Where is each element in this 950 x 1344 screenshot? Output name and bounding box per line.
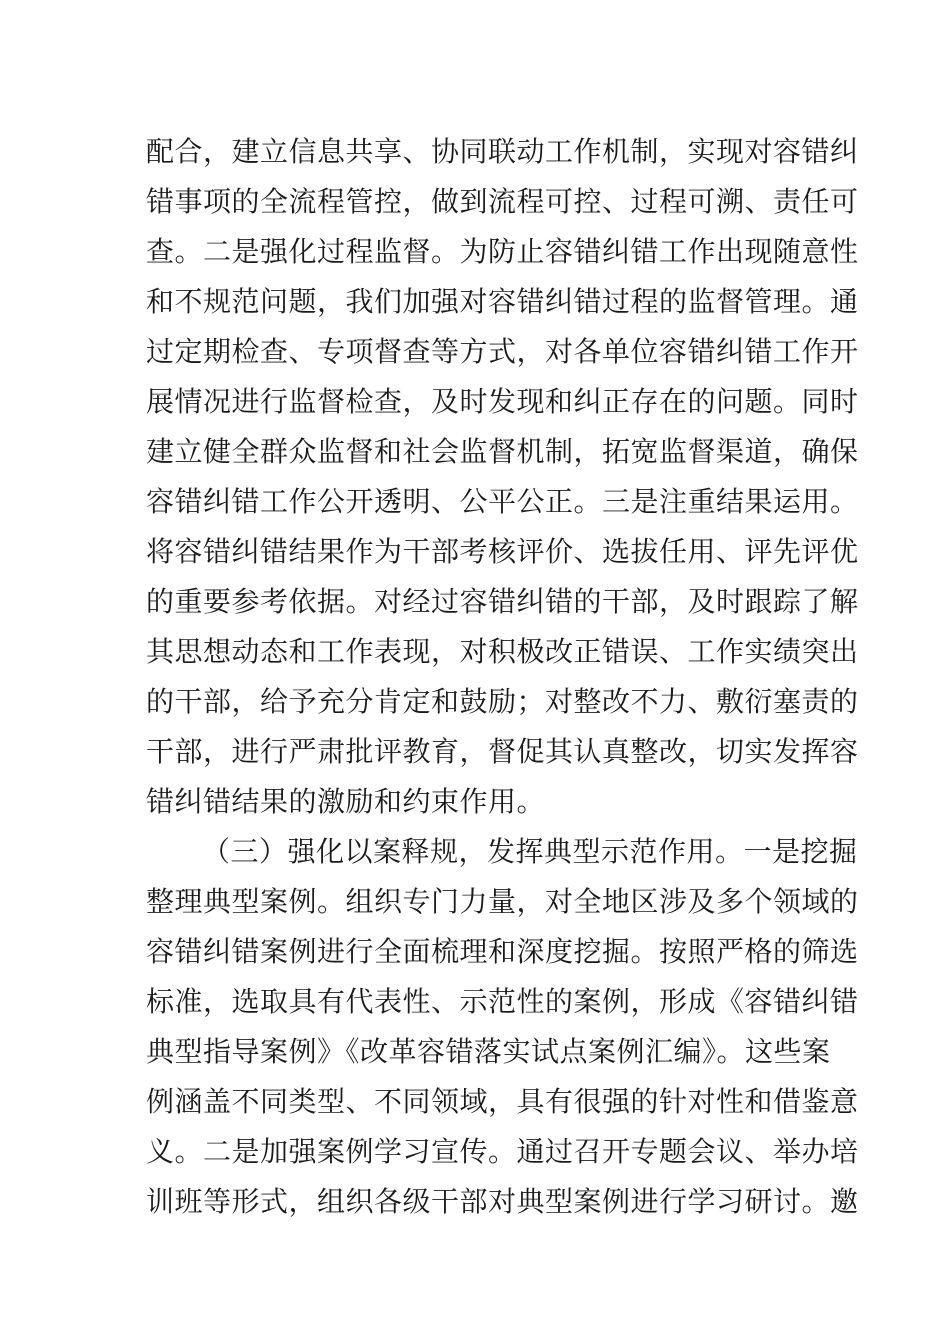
- body-text-line: 和不规范问题，我们加强对容错纠错过程的监督管理。通: [146, 285, 859, 318]
- body-text-line: 例涵盖不同类型、不同领域，具有很强的针对性和借鉴意: [146, 1085, 859, 1118]
- section-heading-line: （三）强化以案释规，发挥典型示范作用。一是挖掘: [202, 835, 858, 868]
- body-text-line: 建立健全群众监督和社会监督机制，拓宽监督渠道，确保: [146, 435, 859, 468]
- body-text-line: 查。二是强化过程监督。为防止容错纠错工作出现随意性: [146, 235, 859, 268]
- body-text-line: 整理典型案例。组织专门力量，对全地区涉及多个领域的: [146, 885, 859, 918]
- body-text-line: 干部，进行严肃批评教育，督促其认真整改，切实发挥容: [146, 735, 859, 768]
- body-text-line: 将容错纠错结果作为干部考核评价、选拔任用、评先评优: [146, 535, 859, 568]
- body-text-line: 容错纠错案例进行全面梳理和深度挖掘。按照严格的筛选: [146, 935, 859, 968]
- body-text-line: 容错纠错工作公开透明、公平公正。三是注重结果运用。: [146, 485, 859, 518]
- body-text-line: 典型指导案例》《改革容错落实试点案例汇编》。这些案: [146, 1035, 831, 1068]
- body-text-line: 配合，建立信息共享、协同联动工作机制，实现对容错纠: [146, 135, 859, 168]
- body-text-line: 的干部，给予充分肯定和鼓励；对整改不力、敷衍塞责的: [146, 685, 859, 718]
- body-text-line: 标准，选取具有代表性、示范性的案例，形成《容错纠错: [146, 985, 859, 1018]
- body-text-line: 错事项的全流程管控，做到流程可控、过程可溯、责任可: [146, 185, 859, 218]
- body-text-line: 训班等形式，组织各级干部对典型案例进行学习研讨。邀: [146, 1185, 859, 1218]
- body-text-line: 其思想动态和工作表现，对积极改正错误、工作实绩突出: [146, 635, 859, 668]
- body-text-line: 义。二是加强案例学习宣传。通过召开专题会议、举办培: [146, 1135, 859, 1168]
- body-text-line: 展情况进行监督检查，及时发现和纠正存在的问题。同时: [146, 385, 859, 418]
- body-text-line: 错纠错结果的激励和约束作用。: [146, 785, 546, 818]
- body-text-line: 过定期检查、专项督查等方式，对各单位容错纠错工作开: [146, 335, 859, 368]
- body-text-line: 的重要参考依据。对经过容错纠错的干部，及时跟踪了解: [146, 585, 859, 618]
